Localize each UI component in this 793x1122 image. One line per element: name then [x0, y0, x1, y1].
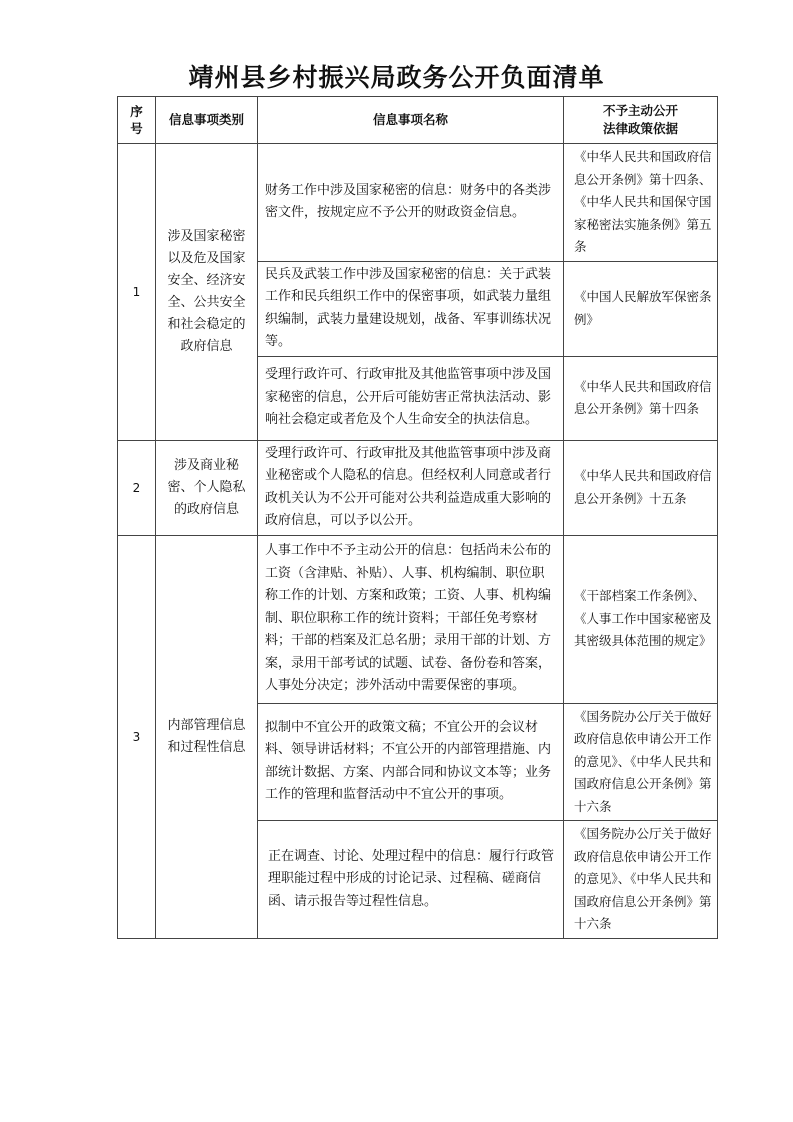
item-basis: 《中华人民共和国政府信息公开条例》第十四条、《中华人民共和国保守国家秘密法实施条例》第五条 — [564, 144, 718, 262]
header-name: 信息事项名称 — [258, 97, 564, 144]
table-row — [118, 440, 718, 535]
row-category: 内部管理信息和过程性信息 — [156, 535, 258, 938]
header-basis-line2: 法律政策依据 — [602, 121, 678, 136]
row-category: 涉及国家秘密以及危及国家安全、经济安全、公共安全和社会稳定的政府信息 — [156, 144, 258, 441]
row-index: 2 — [118, 440, 156, 535]
row-index: 1 — [118, 144, 156, 441]
table-row — [118, 144, 718, 262]
header-basis — [564, 97, 718, 144]
table-row — [118, 535, 718, 703]
row-category: 涉及商业秘密、个人隐私的政府信息 — [156, 440, 258, 535]
item-name: 人事工作中不予主动公开的信息：包括尚未公布的工资（含津贴、补贴）、人事、机构编制、职位职称工作的计划、方案和政策；工资、人事、机构编制、职位职称工作的统计资料；干部任免考察材料；干部的档案及汇总名册；录用干部的计划、方案，录用干部考试的试题、试卷、备份卷和答案，人事处分决定；涉外活动中需要保密的事项。 — [258, 535, 564, 703]
page-title: 靖州县乡村振兴局政务公开负面清单 — [188, 63, 605, 92]
table-header-row — [118, 97, 718, 144]
item-basis: 《中华人民共和国政府信息公开条例》第十四条 — [564, 356, 718, 440]
item-basis: 《中华人民共和国政府信息公开条例》十五条 — [564, 440, 718, 535]
item-basis: 《中国人民解放军保密条例》 — [564, 261, 718, 356]
item-name: 正在调查、讨论、处理过程中的信息：履行行政管理职能过程中形成的讨论记录、过程稿、磋商信函、请示报告等过程性信息。 — [258, 821, 564, 939]
item-basis: 《国务院办公厅关于做好政府信息依申请公开工作的意见》、《中华人民共和国政府信息公开条例》第十六条 — [564, 821, 718, 939]
item-name: 受理行政许可、行政审批及其他监管事项中涉及商业秘密或个人隐私的信息。但经权利人同意或者行政机关认为不公开可能对公共利益造成重大影响的政府信息，可以予以公开。 — [258, 440, 564, 535]
item-basis: 《干部档案工作条例》、《人事工作中国家秘密及其密级具体范围的规定》 — [564, 535, 718, 703]
item-name: 民兵及武装工作中涉及国家秘密的信息：关于武装工作和民兵组织工作中的保密事项，如武装力量组织编制，武装力量建设规划，战备、军事训练状况等。 — [258, 261, 564, 356]
header-index: 序号 — [118, 97, 156, 144]
item-name: 财务工作中涉及国家秘密的信息：财务中的各类涉密文件，按规定应不予公开的财政资金信息。 — [258, 144, 564, 262]
item-basis: 《国务院办公厅关于做好政府信息依申请公开工作的意见》、《中华人民共和国政府信息公开条例》第十六条 — [564, 703, 718, 821]
negative-list-table — [117, 96, 718, 939]
row-index: 3 — [118, 535, 156, 938]
header-category: 信息事项类别 — [156, 97, 258, 144]
item-name: 拟制中不宜公开的政策文稿；不宜公开的会议材料、领导讲话材料；不宜公开的内部管理措施、内部统计数据、方案、内部合同和协议文本等；业务工作的管理和监督活动中不宜公开的事项。 — [258, 703, 564, 821]
item-name: 受理行政许可、行政审批及其他监管事项中涉及国家秘密的信息，公开后可能妨害正常执法活动、影响社会稳定或者危及个人生命安全的执法信息。 — [258, 356, 564, 440]
header-basis-line1: 不予主动公开 — [602, 103, 678, 118]
